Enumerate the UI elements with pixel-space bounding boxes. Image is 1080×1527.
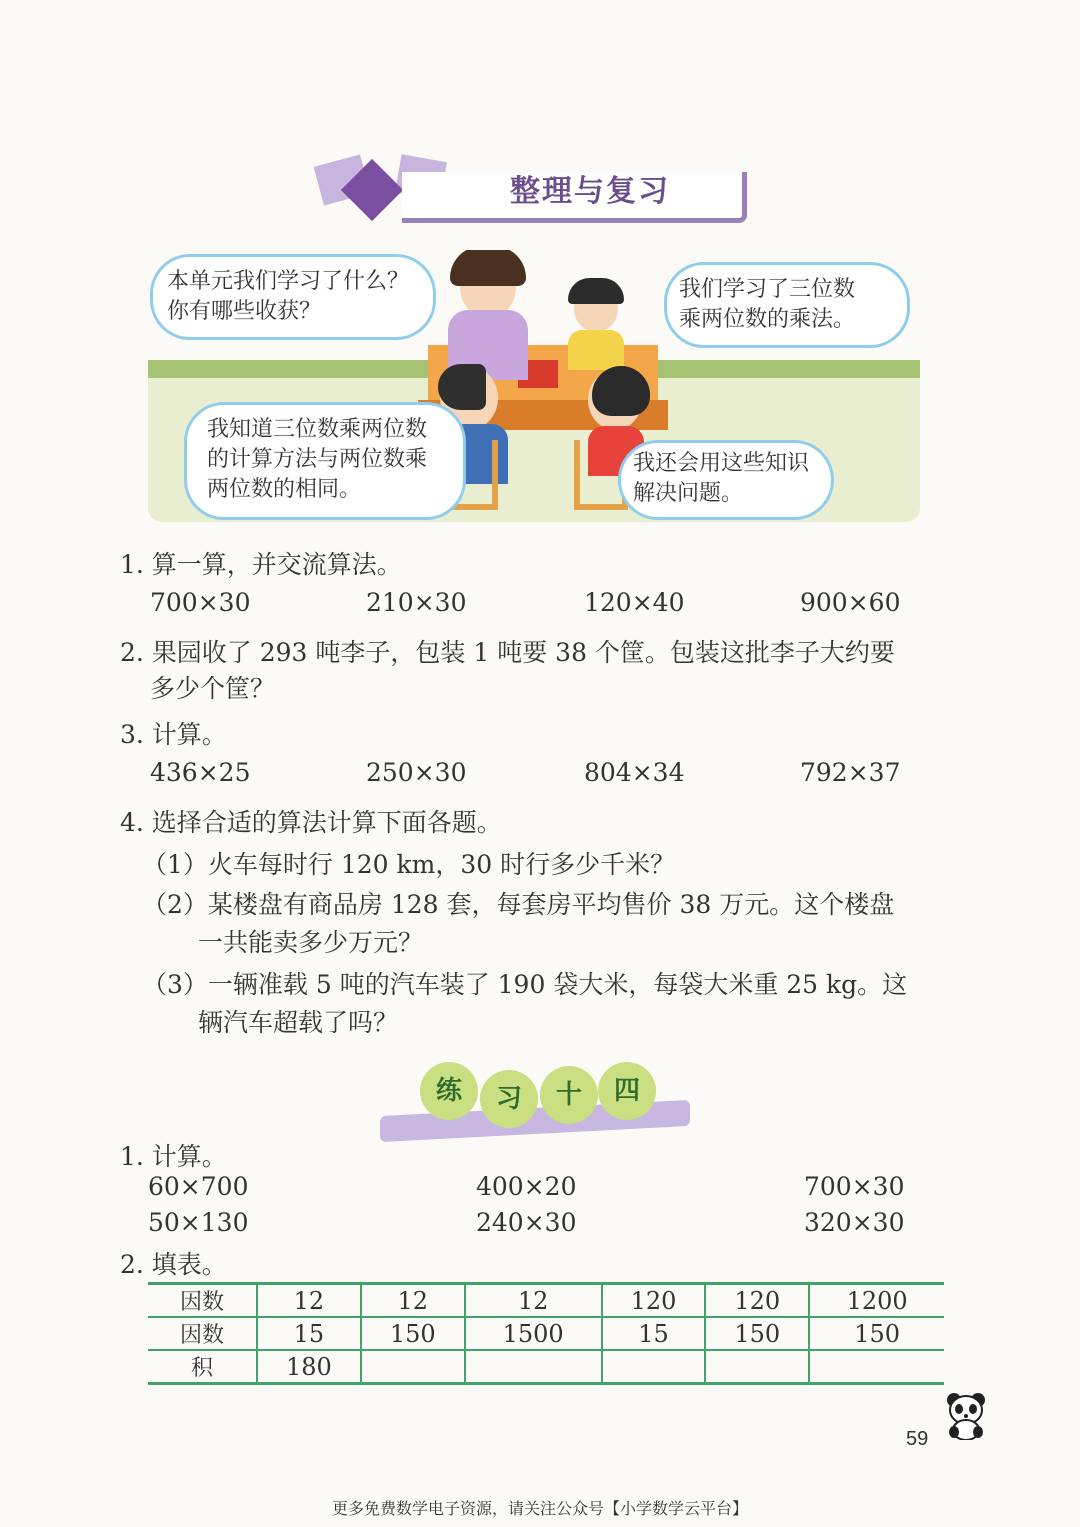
calc-item: 804×34 — [584, 758, 685, 787]
calc-item: 250×30 — [366, 758, 467, 787]
speech-bubble-boy: 我知道三位数乘两位数 的计算方法与两位数乘 两位数的相同。 — [184, 402, 466, 520]
table-cell: 15 — [257, 1317, 361, 1350]
table-cell — [602, 1350, 706, 1384]
practice-question-2-title: 2. 填表。 — [120, 1250, 227, 1279]
table-cell: 150 — [705, 1317, 809, 1350]
question-4-part1: （1）火车每时行 120 km，30 时行多少千米？ — [142, 850, 676, 879]
calc-item: 700×30 — [150, 588, 251, 617]
table-cell: 12 — [257, 1284, 361, 1318]
table-cell — [705, 1350, 809, 1384]
calc-item: 436×25 — [150, 758, 251, 787]
question-2-line1: 2. 果园收了 293 吨李子，包装 1 吨要 38 个筐。包装这批李子大约要 — [120, 638, 895, 667]
question-4-part2-line1: （2）某楼盘有商品房 128 套，每套房平均售价 38 万元。这个楼盘 — [142, 890, 895, 919]
table-cell: 150 — [361, 1317, 465, 1350]
table-row — [148, 1350, 944, 1384]
practice-question-1-title: 1. 计算。 — [120, 1142, 227, 1171]
question-1-title: 1. 算一算，并交流算法。 — [120, 550, 402, 579]
calc-item: 400×20 — [476, 1172, 577, 1201]
question-4-title: 4. 选择合适的算法计算下面各题。 — [120, 808, 502, 837]
practice-banner-char: 练 — [420, 1062, 478, 1120]
table-cell: 120 — [705, 1284, 809, 1318]
calc-item: 700×30 — [804, 1172, 905, 1201]
table-header-cell: 因数 — [148, 1284, 257, 1318]
table-row — [148, 1317, 944, 1350]
page-number: 59 — [906, 1428, 929, 1450]
table-cell: 12 — [465, 1284, 602, 1318]
calc-item: 50×130 — [148, 1208, 249, 1237]
calc-item: 210×30 — [366, 588, 467, 617]
table-cell — [465, 1350, 602, 1384]
table-cell — [809, 1350, 944, 1384]
question-4-part3-line1: （3）一辆准载 5 吨的汽车装了 190 袋大米，每袋大米重 25 kg。这 — [142, 970, 908, 999]
table-cell — [361, 1350, 465, 1384]
table-cell: 120 — [602, 1284, 706, 1318]
table-row — [148, 1284, 944, 1318]
footer-note: 更多免费数学电子资源，请关注公众号【小学数学云平台】 — [331, 1499, 748, 1518]
calc-item: 60×700 — [148, 1172, 249, 1201]
calc-item: 320×30 — [804, 1208, 905, 1237]
speech-bubble-girl2: 我还会用这些知识 解决问题。 — [618, 440, 834, 520]
practice-banner-char: 四 — [598, 1062, 656, 1120]
table-cell: 1200 — [809, 1284, 944, 1318]
question-3-title: 3. 计算。 — [120, 720, 227, 749]
calc-item: 240×30 — [476, 1208, 577, 1237]
table-header-cell: 积 — [148, 1350, 257, 1384]
speech-bubble-girl: 我们学习了三位数 乘两位数的乘法。 — [664, 262, 910, 348]
question-4-part3-line2: 辆汽车超载了吗？ — [198, 1008, 399, 1037]
calc-item: 120×40 — [584, 588, 685, 617]
question-2-line2: 多少个筐？ — [150, 674, 276, 703]
panda-icon — [944, 1392, 988, 1440]
table-cell: 180 — [257, 1350, 361, 1384]
table-cell: 12 — [361, 1284, 465, 1318]
fill-table — [148, 1282, 944, 1385]
practice-banner-char: 十 — [540, 1066, 598, 1124]
table-cell: 15 — [602, 1317, 706, 1350]
table-cell: 150 — [809, 1317, 944, 1350]
calc-item: 792×37 — [800, 758, 901, 787]
table-header-cell: 因数 — [148, 1317, 257, 1350]
table-cell: 1500 — [465, 1317, 602, 1350]
calc-item: 900×60 — [800, 588, 901, 617]
practice-banner-char: 习 — [480, 1070, 538, 1128]
section-title: 整理与复习 — [510, 174, 670, 209]
question-4-part2-line2: 一共能卖多少万元？ — [198, 928, 424, 957]
speech-bubble-teacher: 本单元我们学习了什么？ 你有哪些收获？ — [150, 254, 436, 340]
